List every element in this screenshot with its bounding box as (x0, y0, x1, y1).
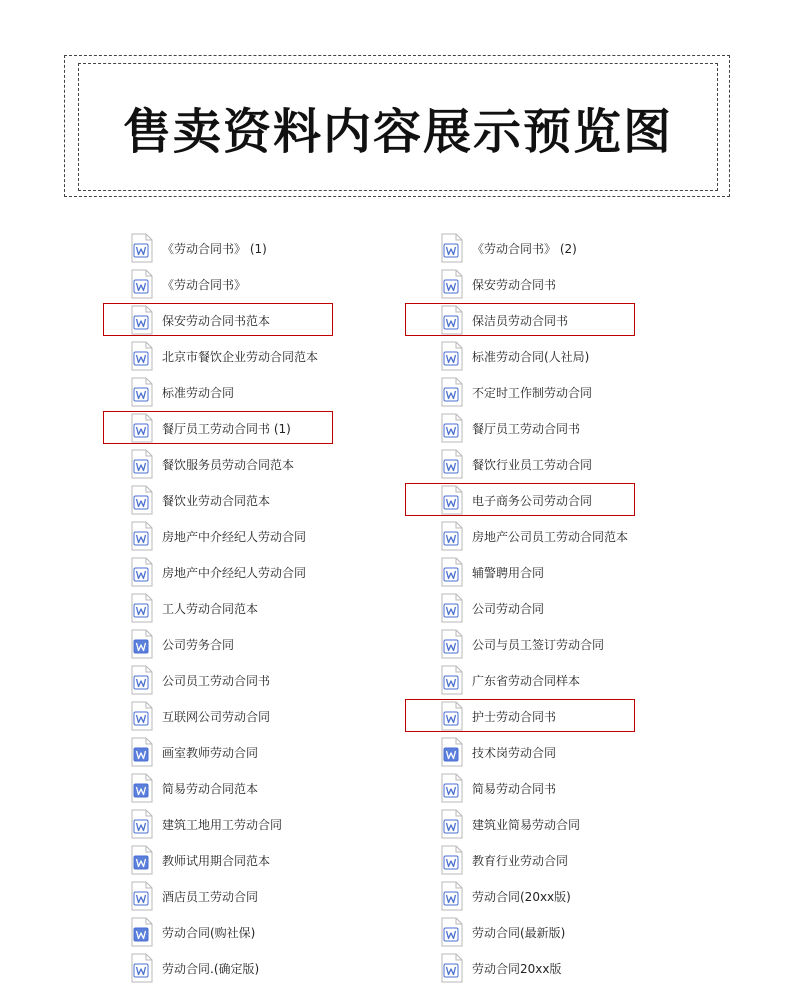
file-item[interactable] (440, 842, 628, 878)
file-name: 电子商务公司劳动合同 (472, 493, 593, 508)
word-doc-icon (440, 521, 472, 551)
word-doc-icon (130, 485, 162, 515)
word-doc-icon (130, 665, 162, 695)
word-doc-icon (440, 665, 472, 695)
highlight-box (405, 699, 635, 732)
file-name: 公司劳动合同 (472, 601, 545, 616)
file-name: 餐厅员工劳动合同书 (472, 421, 581, 436)
file-item[interactable] (130, 446, 318, 482)
file-item[interactable] (440, 662, 628, 698)
highlight-box (405, 483, 635, 516)
word-doc-icon (440, 269, 472, 299)
file-item[interactable] (130, 266, 318, 302)
file-item[interactable] (440, 734, 628, 770)
word-doc-icon (130, 557, 162, 587)
file-name: 房地产公司员工劳动合同范本 (472, 529, 629, 544)
file-name: 画室教师劳动合同 (162, 745, 259, 760)
file-name: 劳动合同(20xx版) (472, 889, 571, 904)
file-name: 房地产中介经纪人劳动合同 (162, 565, 307, 580)
file-name: 保洁员劳动合同书 (472, 313, 569, 328)
file-name: 标准劳动合同(人社局) (472, 349, 590, 364)
file-item[interactable] (130, 734, 318, 770)
word-doc-icon (130, 881, 162, 911)
file-item[interactable] (130, 230, 318, 266)
word-doc-icon (130, 377, 162, 407)
file-item[interactable] (440, 698, 628, 734)
file-name: 保安劳动合同书 (472, 277, 557, 292)
file-name: 建筑业简易劳动合同 (472, 817, 581, 832)
word-doc-icon (440, 377, 472, 407)
word-doc-icon (440, 953, 472, 983)
file-name: 房地产中介经纪人劳动合同 (162, 529, 307, 544)
file-item[interactable] (440, 374, 628, 410)
file-item[interactable] (130, 842, 318, 878)
file-name: 标准劳动合同 (162, 385, 235, 400)
file-item[interactable] (440, 266, 628, 302)
file-item[interactable] (130, 806, 318, 842)
file-list-right (440, 230, 628, 986)
word-doc-icon (440, 413, 472, 443)
file-name: 《劳动合同书》 (2) (472, 241, 577, 256)
word-doc-icon (440, 593, 472, 623)
word-doc-icon (440, 881, 472, 911)
file-item[interactable] (130, 410, 318, 446)
file-name: 教育行业劳动合同 (472, 853, 569, 868)
highlight-box (405, 303, 635, 336)
word-doc-icon (130, 233, 162, 263)
file-item[interactable] (130, 482, 318, 518)
file-list-left (130, 230, 318, 986)
file-item[interactable] (440, 482, 628, 518)
file-item[interactable] (440, 950, 628, 986)
file-item[interactable] (440, 878, 628, 914)
file-name: 劳动合同(最新版) (472, 925, 566, 940)
word-doc-filled-icon (130, 845, 162, 875)
word-doc-icon (130, 701, 162, 731)
file-name: 餐饮业劳动合同范本 (162, 493, 271, 508)
file-item[interactable] (440, 302, 628, 338)
file-name: 护士劳动合同书 (472, 709, 557, 724)
file-item[interactable] (440, 590, 628, 626)
word-doc-icon (440, 233, 472, 263)
word-doc-filled-icon (130, 917, 162, 947)
word-doc-icon (440, 449, 472, 479)
file-name: 建筑工地用工劳动合同 (162, 817, 283, 832)
file-item[interactable] (130, 302, 318, 338)
file-name: 简易劳动合同书 (472, 781, 557, 796)
file-item[interactable] (130, 554, 318, 590)
file-name: 《劳动合同书》 (162, 277, 247, 292)
word-doc-icon (130, 269, 162, 299)
word-doc-icon (130, 953, 162, 983)
file-name: 酒店员工劳动合同 (162, 889, 259, 904)
page-title: 售卖资料内容展示预览图 (122, 103, 673, 160)
file-item[interactable] (440, 770, 628, 806)
file-item[interactable] (130, 626, 318, 662)
word-doc-icon (440, 809, 472, 839)
file-item[interactable] (440, 230, 628, 266)
file-item[interactable] (130, 590, 318, 626)
highlight-box (103, 411, 333, 444)
file-name: 公司与员工签订劳动合同 (472, 637, 605, 652)
file-name: 辅警聘用合同 (472, 565, 545, 580)
file-name: 广东省劳动合同样本 (472, 673, 581, 688)
word-doc-icon (440, 773, 472, 803)
file-item[interactable] (440, 338, 628, 374)
file-item[interactable] (130, 374, 318, 410)
file-item[interactable] (440, 806, 628, 842)
file-item[interactable] (440, 518, 628, 554)
file-name: 保安劳动合同书范本 (162, 313, 271, 328)
file-name: 北京市餐饮企业劳动合同范本 (162, 349, 319, 364)
file-item[interactable] (130, 338, 318, 374)
file-name: 劳动合同(购社保) (162, 925, 256, 940)
file-name: 公司劳务合同 (162, 637, 235, 652)
file-item[interactable] (440, 626, 628, 662)
word-doc-filled-icon (130, 629, 162, 659)
title-inner-frame (78, 63, 718, 191)
file-name: 《劳动合同书》 (1) (162, 241, 267, 256)
word-doc-filled-icon (440, 737, 472, 767)
word-doc-icon (440, 629, 472, 659)
file-name: 餐厅员工劳动合同书 (1) (162, 421, 291, 436)
file-name: 餐饮行业员工劳动合同 (472, 457, 593, 472)
file-item[interactable] (440, 446, 628, 482)
file-item[interactable] (440, 914, 628, 950)
word-doc-icon (130, 449, 162, 479)
word-doc-filled-icon (130, 737, 162, 767)
word-doc-icon (440, 917, 472, 947)
file-item[interactable] (440, 410, 628, 446)
file-item[interactable] (130, 662, 318, 698)
word-doc-filled-icon (130, 773, 162, 803)
word-doc-icon (440, 845, 472, 875)
file-item[interactable] (130, 950, 318, 986)
word-doc-icon (440, 341, 472, 371)
file-name: 劳动合同20xx版 (472, 961, 562, 976)
file-name: 技术岗劳动合同 (472, 745, 557, 760)
word-doc-icon (130, 521, 162, 551)
word-doc-icon (130, 593, 162, 623)
word-doc-icon (130, 341, 162, 371)
file-name: 劳动合同.(确定版) (162, 961, 260, 976)
file-item[interactable] (130, 878, 318, 914)
file-name: 公司员工劳动合同书 (162, 673, 271, 688)
word-doc-icon (440, 557, 472, 587)
file-name: 餐饮服务员劳动合同范本 (162, 457, 295, 472)
file-name: 工人劳动合同范本 (162, 601, 259, 616)
file-name: 互联网公司劳动合同 (162, 709, 271, 724)
file-item[interactable] (440, 554, 628, 590)
highlight-box (103, 303, 333, 336)
file-name: 简易劳动合同范本 (162, 781, 259, 796)
file-item[interactable] (130, 518, 318, 554)
file-item[interactable] (130, 914, 318, 950)
file-item[interactable] (130, 698, 318, 734)
file-item[interactable] (130, 770, 318, 806)
word-doc-icon (130, 809, 162, 839)
file-name: 教师试用期合同范本 (162, 853, 271, 868)
file-name: 不定时工作制劳动合同 (472, 385, 593, 400)
